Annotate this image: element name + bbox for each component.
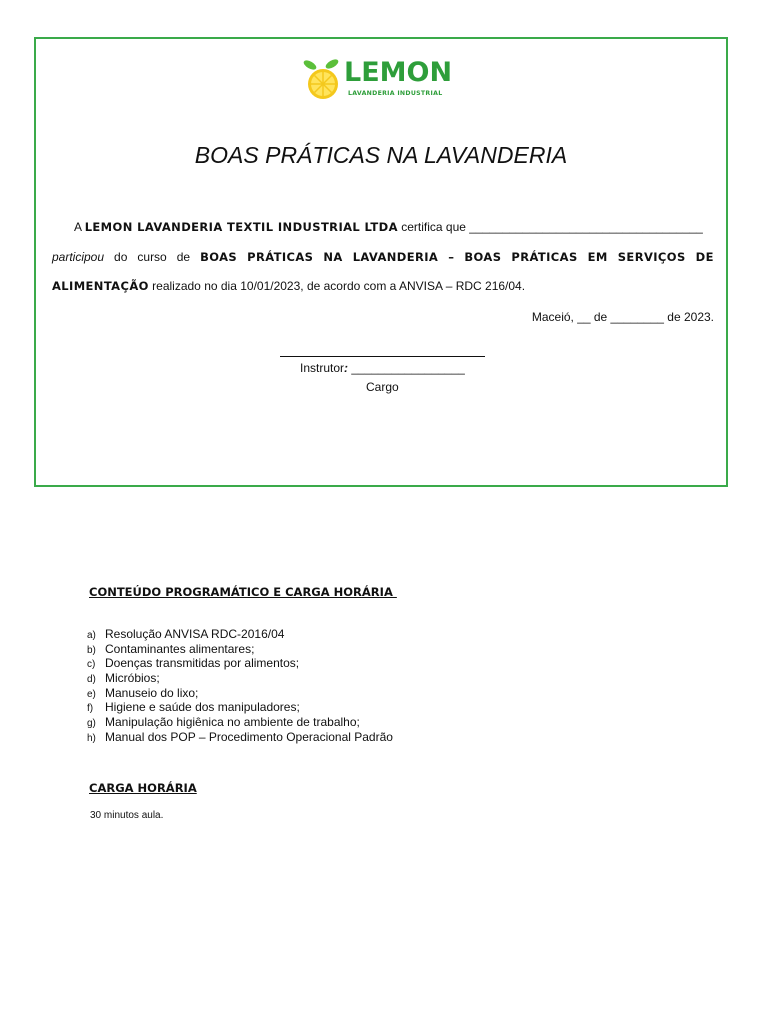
list-item-text: Resolução ANVISA RDC-2016/04 <box>105 627 285 641</box>
list-item <box>87 700 393 715</box>
participant-name-blank: ___________________________________ <box>469 220 703 234</box>
certificate-frame <box>34 37 728 487</box>
list-item-text: Doenças transmitidas por alimentos; <box>105 656 300 671</box>
course-name-word: BOAS <box>464 250 502 264</box>
hours-text: 30 minutos aula. <box>90 810 164 821</box>
logo-wordmark: LEMON <box>344 57 453 88</box>
list-item-text: Manipulação higiênica no ambiente de trabalho; <box>105 715 360 730</box>
list-item <box>87 656 393 671</box>
list-item-marker: b) <box>87 644 96 656</box>
hours-heading: CARGA HORÁRIA <box>89 781 197 795</box>
text-do: do <box>114 250 128 264</box>
logo-subtitle: LAVANDERIA INDUSTRIAL <box>348 90 443 97</box>
list-item <box>87 686 393 701</box>
list-item-marker: d) <box>87 674 96 686</box>
lemon-icon <box>302 57 346 103</box>
course-name-word: PRÁTICAS <box>247 250 314 264</box>
list-item-text: Higiene e saúde dos manipuladores; <box>105 700 300 715</box>
contents-list <box>87 627 393 745</box>
course-name-word: – <box>448 250 455 264</box>
instructor-colon: : <box>344 361 349 375</box>
list-item-text: Manuseio do lixo; <box>105 685 199 700</box>
course-name-word: EM <box>587 250 608 264</box>
signature-line <box>280 356 485 357</box>
cargo-label: Cargo <box>366 380 399 394</box>
certificate-title: BOAS PRÁTICAS NA LAVANDERIA <box>194 142 568 168</box>
contents-heading: CONTEÚDO PROGRAMÁTICO E CARGA HORÁRIA <box>89 585 397 599</box>
course-name-word: BOAS <box>200 250 238 264</box>
certificate-line-1 <box>52 220 714 234</box>
list-item-text: Micróbios; <box>105 671 160 686</box>
date-line: Maceió, __ de ________ de 2023. <box>531 310 714 324</box>
instructor-blank: _________________ <box>351 361 465 375</box>
certificate-line-3 <box>52 279 714 293</box>
instructor-label: Instrutor <box>300 361 345 375</box>
list-item <box>87 730 393 745</box>
course-name-word: SERVIÇOS <box>617 250 686 264</box>
course-name-end: ALIMENTAÇÃO <box>52 279 149 293</box>
company-name: LEMON LAVANDERIA TEXTIL INDUSTRIAL LTDA <box>84 220 398 234</box>
list-item <box>87 715 393 730</box>
list-item-marker: g) <box>87 718 96 730</box>
list-item-marker: h) <box>87 732 96 744</box>
course-date-text: realizado no dia 10/01/2023, de acordo com a ANVISA – RDC 216/04. <box>152 279 526 293</box>
lemon-logo <box>302 57 453 107</box>
list-item <box>87 627 393 642</box>
participated-text: participou <box>52 250 105 264</box>
list-item <box>87 642 393 657</box>
list-item-marker: a) <box>87 630 96 641</box>
text-curso: curso <box>137 250 167 264</box>
list-item-marker: e) <box>87 688 96 700</box>
text-de: de <box>176 250 191 264</box>
list-item-text: Contaminantes alimentares; <box>105 641 255 656</box>
certifies-text: certifica que <box>401 220 466 234</box>
list-item-marker: c) <box>87 659 96 671</box>
list-item <box>87 671 393 686</box>
course-name-word: PRÁTICAS <box>511 250 578 264</box>
course-name-word: NA <box>323 250 343 264</box>
list-item-text: Manual dos POP – Procedimento Operacional Padrão <box>105 729 393 744</box>
list-item-marker: f) <box>87 703 94 715</box>
text-a: A <box>74 220 82 234</box>
instructor-field <box>300 361 465 375</box>
certificate-line-2 <box>52 250 714 264</box>
course-name-word: DE <box>695 250 714 264</box>
course-name-word: LAVANDERIA <box>352 250 439 264</box>
